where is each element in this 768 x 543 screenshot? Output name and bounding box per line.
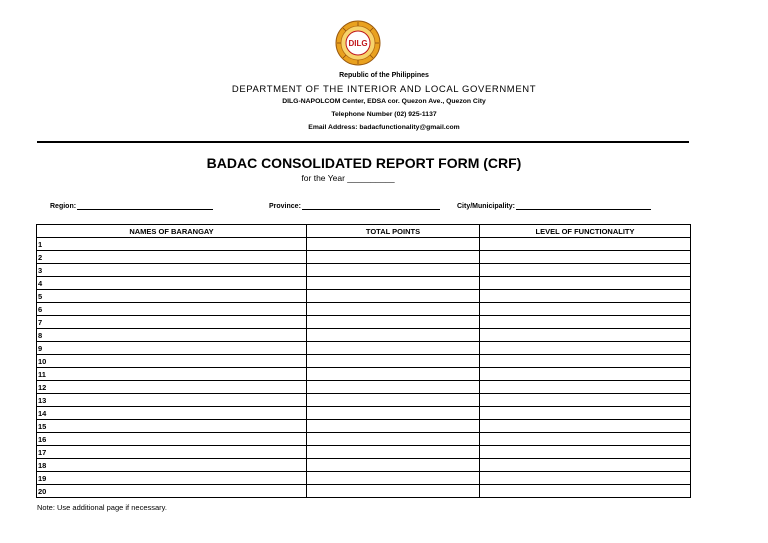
footnote: Note: Use additional page if necessary. (37, 503, 167, 512)
level-of-functionality-cell[interactable] (480, 264, 691, 277)
table-row (37, 459, 691, 472)
province-field[interactable] (269, 201, 440, 210)
region-field[interactable] (50, 201, 213, 210)
republic-line: Republic of the Philippines (339, 72, 429, 79)
level-of-functionality-cell[interactable] (480, 251, 691, 264)
for-year-field[interactable]: for the Year __________ (301, 173, 395, 183)
barangay-name-cell[interactable]: 10 (37, 355, 307, 368)
barangay-name-cell[interactable]: 19 (37, 472, 307, 485)
level-of-functionality-cell[interactable] (480, 303, 691, 316)
level-of-functionality-cell[interactable] (480, 459, 691, 472)
col-level-of-functionality: LEVEL OF FUNCTIONALITY (480, 225, 691, 238)
level-of-functionality-cell[interactable] (480, 355, 691, 368)
email-address: Email Address: badacfunctionality@gmail.com (308, 124, 460, 131)
table-header-row (37, 225, 691, 238)
table-row (37, 407, 691, 420)
level-of-functionality-cell[interactable] (480, 316, 691, 329)
table-row (37, 264, 691, 277)
table-row (37, 342, 691, 355)
barangay-name-cell[interactable]: 15 (37, 420, 307, 433)
city-blank[interactable] (516, 201, 651, 210)
city-label: City/Municipality: (457, 203, 515, 210)
total-points-cell[interactable] (307, 342, 480, 355)
table-row (37, 368, 691, 381)
total-points-cell[interactable] (307, 472, 480, 485)
barangay-name-cell[interactable]: 17 (37, 446, 307, 459)
total-points-cell[interactable] (307, 446, 480, 459)
level-of-functionality-cell[interactable] (480, 277, 691, 290)
col-total-points: TOTAL POINTS (307, 225, 480, 238)
level-of-functionality-cell[interactable] (480, 381, 691, 394)
region-label: Region: (50, 203, 77, 210)
table-row (37, 433, 691, 446)
level-of-functionality-cell[interactable] (480, 394, 691, 407)
total-points-cell[interactable] (307, 303, 480, 316)
barangay-name-cell[interactable]: 16 (37, 433, 307, 446)
table-row (37, 485, 691, 498)
total-points-cell[interactable] (307, 290, 480, 303)
seal-text: DILG (348, 39, 368, 48)
table-row (37, 394, 691, 407)
barangay-name-cell[interactable]: 18 (37, 459, 307, 472)
barangay-name-cell[interactable]: 2 (37, 251, 307, 264)
total-points-cell[interactable] (307, 238, 480, 251)
total-points-cell[interactable] (307, 329, 480, 342)
barangay-name-cell[interactable]: 7 (37, 316, 307, 329)
barangay-name-cell[interactable]: 20 (37, 485, 307, 498)
barangay-name-cell[interactable]: 5 (37, 290, 307, 303)
city-field[interactable] (457, 201, 651, 210)
total-points-cell[interactable] (307, 420, 480, 433)
total-points-cell[interactable] (307, 251, 480, 264)
total-points-cell[interactable] (307, 277, 480, 290)
table-row (37, 316, 691, 329)
table-row (37, 251, 691, 264)
report-table (36, 224, 691, 498)
level-of-functionality-cell[interactable] (480, 329, 691, 342)
department-name: DEPARTMENT OF THE INTERIOR AND LOCAL GOVERNMENT (231, 84, 537, 95)
barangay-name-cell[interactable]: 4 (37, 277, 307, 290)
barangay-name-cell[interactable]: 1 (37, 238, 307, 251)
table-row (37, 420, 691, 433)
table-row (37, 303, 691, 316)
level-of-functionality-cell[interactable] (480, 342, 691, 355)
total-points-cell[interactable] (307, 394, 480, 407)
barangay-name-cell[interactable]: 11 (37, 368, 307, 381)
office-address: DILG-NAPOLCOM Center, EDSA cor. Quezon Ave., Quezon City (282, 98, 486, 105)
total-points-cell[interactable] (307, 407, 480, 420)
table-row (37, 355, 691, 368)
barangay-name-cell[interactable]: 3 (37, 264, 307, 277)
total-points-cell[interactable] (307, 433, 480, 446)
form-title: BADAC CONSOLIDATED REPORT FORM (CRF) (206, 155, 522, 171)
level-of-functionality-cell[interactable] (480, 472, 691, 485)
barangay-name-cell[interactable]: 8 (37, 329, 307, 342)
level-of-functionality-cell[interactable] (480, 446, 691, 459)
level-of-functionality-cell[interactable] (480, 420, 691, 433)
level-of-functionality-cell[interactable] (480, 407, 691, 420)
table-row (37, 238, 691, 251)
total-points-cell[interactable] (307, 316, 480, 329)
level-of-functionality-cell[interactable] (480, 238, 691, 251)
total-points-cell[interactable] (307, 355, 480, 368)
total-points-cell[interactable] (307, 381, 480, 394)
col-names-of-barangay: NAMES OF BARANGAY (37, 225, 307, 238)
table-row (37, 381, 691, 394)
province-label: Province: (269, 203, 301, 210)
region-blank[interactable] (77, 201, 213, 210)
level-of-functionality-cell[interactable] (480, 290, 691, 303)
level-of-functionality-cell[interactable] (480, 433, 691, 446)
dilg-seal-logo (335, 20, 381, 66)
table-row (37, 277, 691, 290)
barangay-name-cell[interactable]: 13 (37, 394, 307, 407)
province-blank[interactable] (302, 201, 440, 210)
table-row (37, 472, 691, 485)
barangay-name-cell[interactable]: 9 (37, 342, 307, 355)
level-of-functionality-cell[interactable] (480, 368, 691, 381)
telephone-number: Telephone Number (02) 925-1137 (331, 111, 437, 118)
barangay-name-cell[interactable]: 12 (37, 381, 307, 394)
total-points-cell[interactable] (307, 368, 480, 381)
level-of-functionality-cell[interactable] (480, 485, 691, 498)
total-points-cell[interactable] (307, 485, 480, 498)
barangay-name-cell[interactable]: 6 (37, 303, 307, 316)
total-points-cell[interactable] (307, 459, 480, 472)
table-row (37, 290, 691, 303)
table-row (37, 329, 691, 342)
table-row (37, 446, 691, 459)
barangay-name-cell[interactable]: 14 (37, 407, 307, 420)
total-points-cell[interactable] (307, 264, 480, 277)
header-divider (37, 141, 689, 143)
